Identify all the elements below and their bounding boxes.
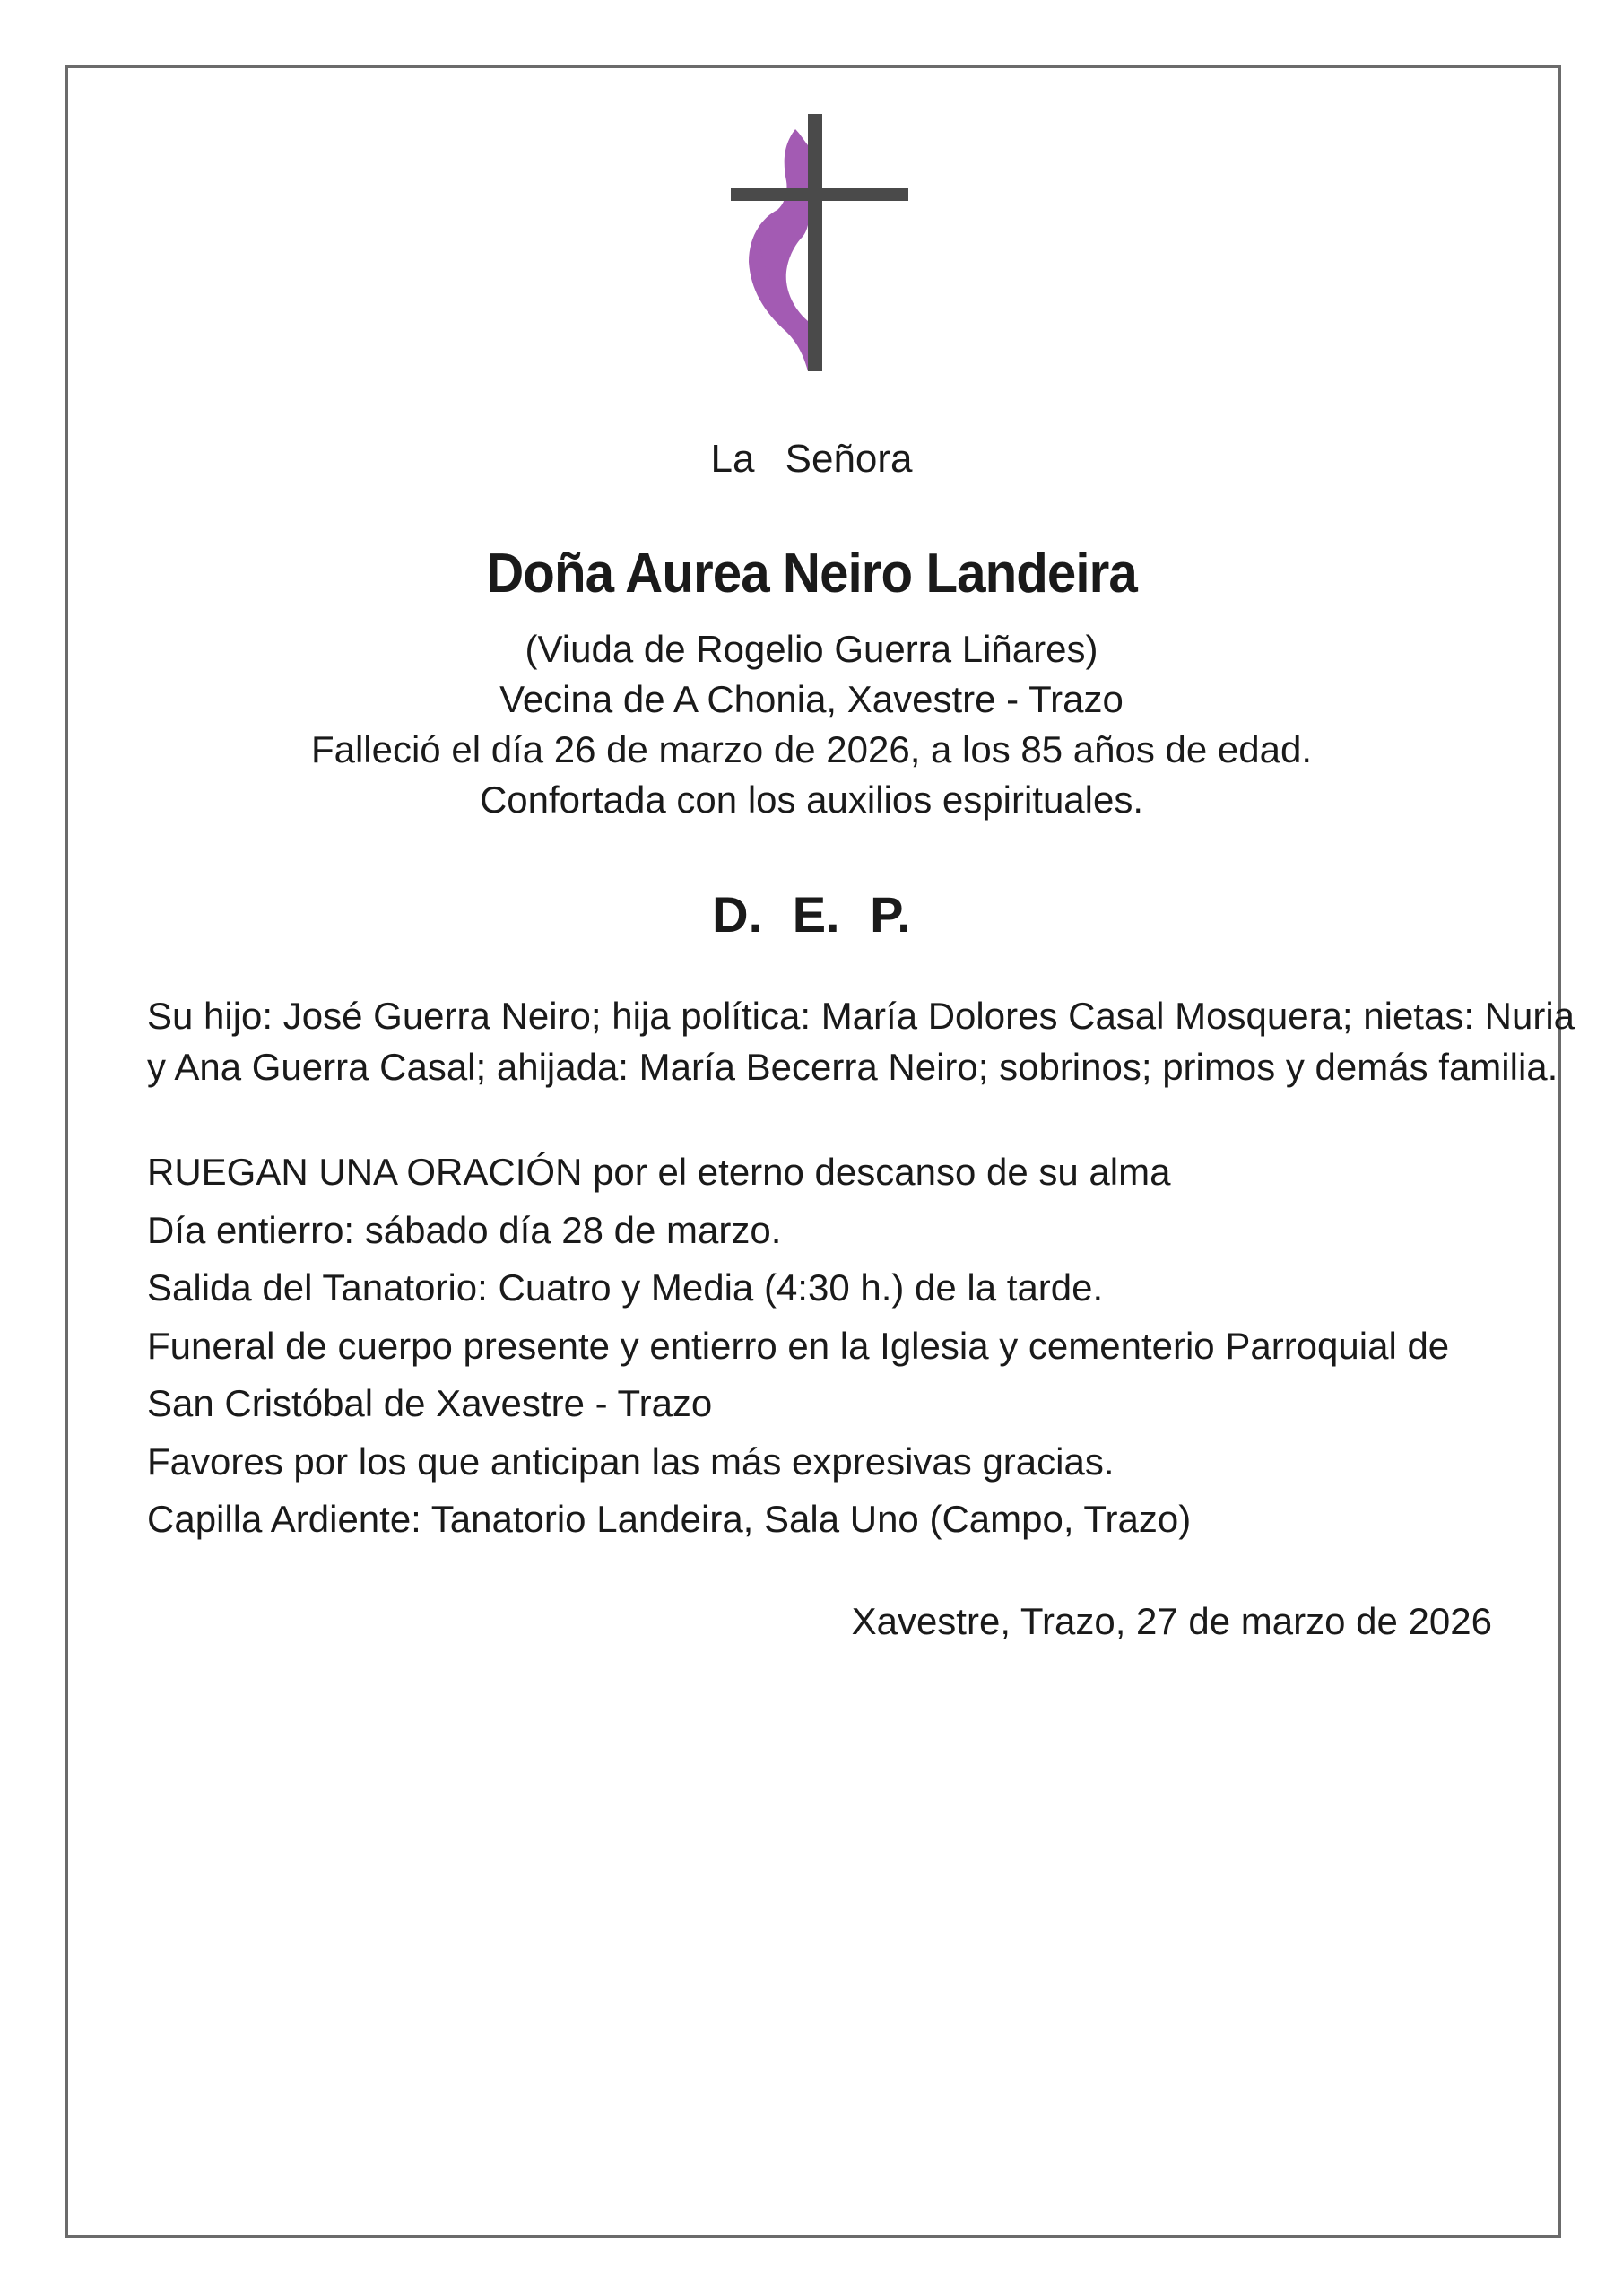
- cross-horizontal-bar: [731, 188, 908, 201]
- family-line: Su hijo: José Guerra Neiro; hija política: María Dolores Casal Mosquera; nietas: Nuria: [147, 995, 1575, 1037]
- place-and-date: Xavestre, Trazo, 27 de marzo de 2026: [851, 1600, 1492, 1642]
- intro-text: La Señora: [710, 437, 913, 481]
- cross-flame-icon: [731, 109, 910, 374]
- dep-heading: D. E. P.: [712, 886, 911, 943]
- details-line: (Viuda de Rogelio Guerra Liñares): [525, 628, 1098, 670]
- family-paragraph: [147, 990, 1575, 1092]
- notes-line: RUEGAN UNA ORACIÓN por el eterno descanso de su alma: [147, 1151, 1171, 1193]
- notes-line: Día entierro: sábado día 28 de marzo.: [147, 1208, 782, 1251]
- details-line: Vecina de A Chonia, Xavestre - Trazo: [499, 678, 1124, 720]
- flame-shape: [749, 129, 809, 371]
- details-line: Falleció el día 26 de marzo de 2026, a los 85 años de edad.: [310, 728, 1313, 770]
- funeral-notes: [147, 1144, 1492, 1549]
- deceased-name: Doña Aurea Neiro Landeira: [486, 543, 1137, 604]
- notes-line: Salida del Tanatorio: Cuatro y Media (4:30 h.) de la tarde.: [147, 1266, 1104, 1309]
- details-line: Confortada con los auxilios espirituales.: [479, 778, 1144, 821]
- family-line: y Ana Guerra Casal; ahijada: María Becerra Neiro; sobrinos; primos y demás familia.: [147, 1046, 1558, 1088]
- notes-line: Capilla Ardiente: Tanatorio Landeira, Sala Uno (Campo, Trazo): [147, 1498, 1192, 1540]
- notes-line: San Cristóbal de Xavestre - Trazo: [147, 1382, 713, 1424]
- cross-vertical-bar: [808, 114, 822, 371]
- notes-line: Funeral de cuerpo presente y entierro en la Iglesia y cementerio Parroquial de: [147, 1324, 1450, 1367]
- notes-line: Favores por los que anticipan las más expresivas gracias.: [147, 1439, 1115, 1483]
- details-block: [0, 624, 1623, 825]
